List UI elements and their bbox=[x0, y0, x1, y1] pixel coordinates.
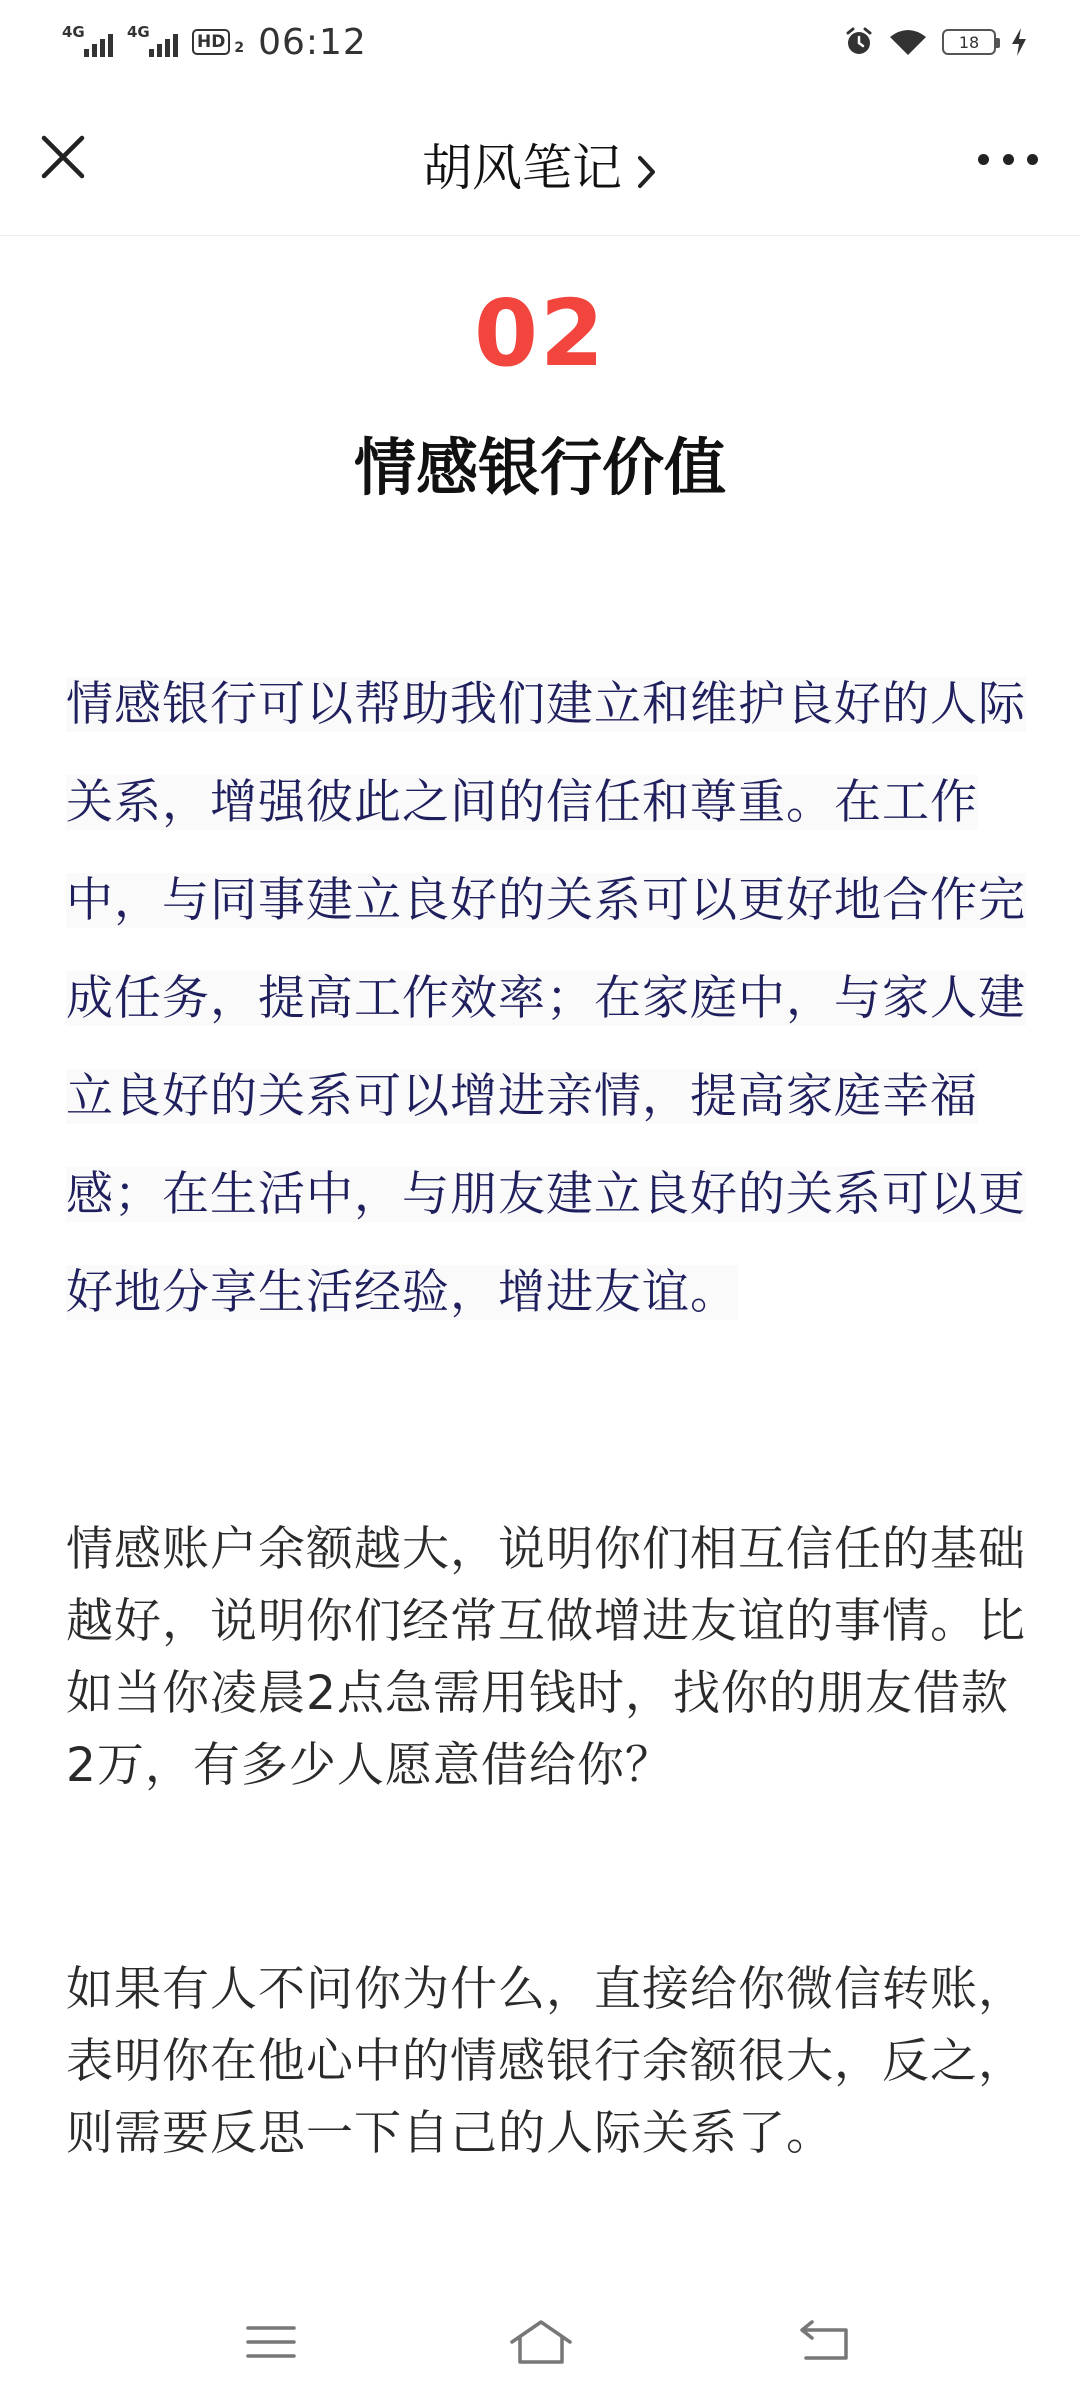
nav-bar bbox=[0, 84, 1080, 236]
home-icon[interactable] bbox=[506, 2312, 576, 2372]
status-right bbox=[844, 27, 1028, 57]
system-nav-bar bbox=[0, 2290, 1080, 2400]
signal-icon bbox=[62, 23, 113, 57]
alarm-icon bbox=[844, 27, 874, 57]
section-title: 情感银行价值 bbox=[353, 431, 726, 504]
battery-icon bbox=[942, 29, 996, 55]
chevron-right-icon bbox=[636, 154, 658, 190]
status-left bbox=[62, 22, 367, 63]
account-title-link[interactable] bbox=[0, 128, 1080, 200]
status-time: 06:12 bbox=[258, 21, 367, 63]
account-name: 胡风笔记 bbox=[422, 139, 622, 197]
signal-icon bbox=[127, 23, 178, 57]
charging-icon bbox=[1010, 27, 1028, 57]
network-type-2: 4G bbox=[127, 23, 150, 41]
highlighted-paragraph bbox=[66, 656, 1026, 1342]
battery-level: 18 bbox=[958, 32, 980, 52]
hd-icon: HD bbox=[192, 29, 230, 55]
section-number: 02 bbox=[473, 280, 607, 387]
menu-icon[interactable] bbox=[236, 2312, 306, 2372]
network-type-1: 4G bbox=[62, 23, 85, 41]
status-bar bbox=[0, 0, 1080, 84]
back-icon[interactable] bbox=[790, 2312, 860, 2372]
more-icon[interactable] bbox=[978, 144, 1038, 174]
hd-sub-label: 2 bbox=[234, 40, 245, 56]
paragraph-2: 情感账户余额越大，说明你们相互信任的基础越好，说明你们经常互做增进友谊的事情。比如当你凌晨2点急需用钱时，找你的朋友借款2万，有多少人愿意借给你？ bbox=[66, 1522, 1026, 1793]
wifi-icon bbox=[888, 27, 928, 57]
paragraph-1-text: 情感银行可以帮助我们建立和维护良好的人际关系，增强彼此之间的信任和尊重。在工作中，与同事建立良好的关系可以更好地合作完成任务，提高工作效率；在家庭中，与家人建立良好的关系可以增进亲情，提高家庭幸福感；在生活中，与朋友建立良好的关系可以更好地分享生活经验，增进友谊。 bbox=[66, 677, 1026, 1320]
paragraph-3: 如果有人不问你为什么，直接给你微信转账，表明你在他心中的情感银行余额很大，反之，则需要反思一下自己的人际关系了。 bbox=[66, 1962, 1026, 2161]
